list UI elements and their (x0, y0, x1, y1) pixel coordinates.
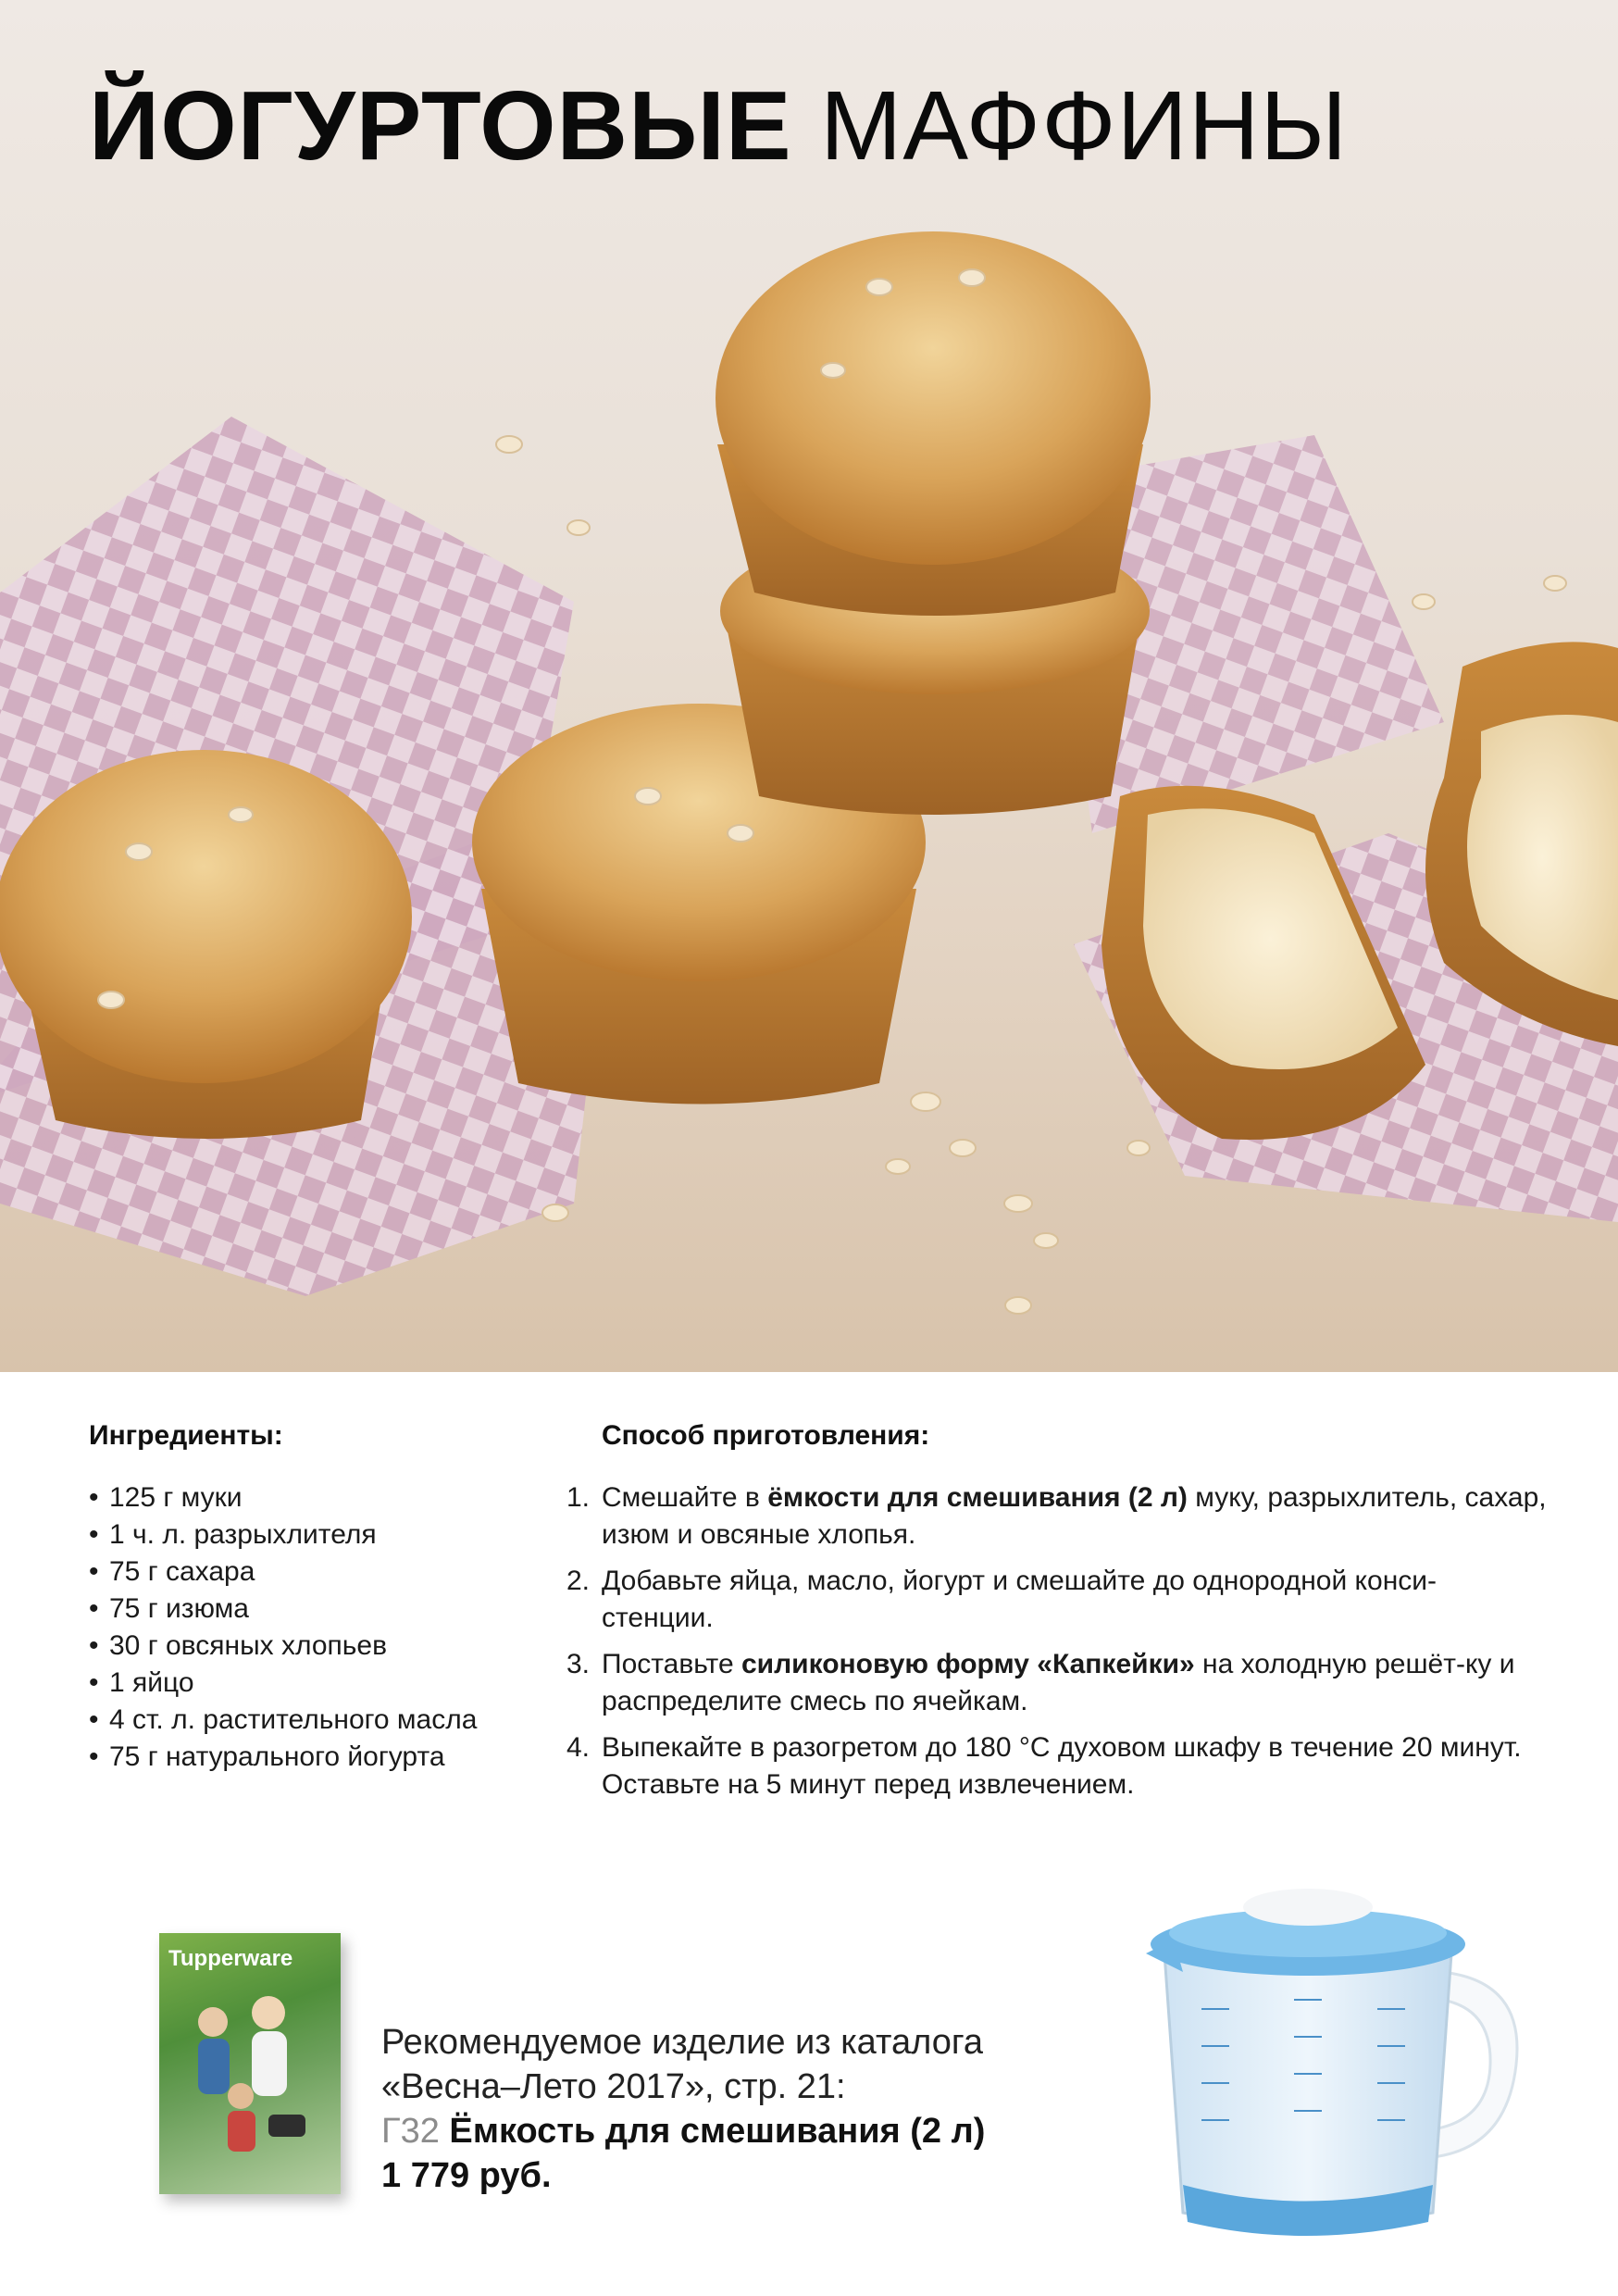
method-step (566, 1479, 1548, 1554)
step-text: Выпекайте в разогретом до 180 °C духовом шкафу в течение 20 минут. Оставьте на 5 минут перед извлечением. (602, 1732, 1522, 1800)
ingredient-item: • 125 г муки (89, 1479, 477, 1516)
method-step (566, 1646, 1548, 1720)
catalog-photo-icon (176, 1985, 324, 2170)
ingredient-item: • 75 г сахара (89, 1554, 477, 1591)
recommend-line-1: Рекомендуемое изделие из каталога (381, 2023, 983, 2062)
step-text: Смешайте в (602, 1482, 768, 1513)
recipe-title (89, 72, 1348, 181)
product-name: Ёмкость для смешивания (2 л) (449, 2112, 986, 2151)
method-step (566, 1563, 1548, 1637)
ingredients-list (89, 1479, 477, 1776)
step-number: 1. (566, 1482, 591, 1513)
step-number: 2. (566, 1566, 591, 1596)
title-bold: ЙОГУРТОВЫЕ (89, 71, 792, 181)
mixing-jug-image (1109, 1852, 1535, 2277)
step-number: 4. (566, 1732, 591, 1763)
catalog-cover (159, 1933, 341, 2194)
step-product-bold: силиконовую форму «Капкейки» (741, 1649, 1195, 1679)
method-steps (566, 1479, 1548, 1813)
step-text: на холодную решёт-ку и распределите смесь по ячейкам. (602, 1649, 1515, 1716)
step-number: 3. (566, 1649, 591, 1679)
product-code: Г32 (381, 2112, 440, 2151)
ingredient-item: • 30 г овсяных хлопьев (89, 1628, 477, 1665)
ingredient-item: • 1 яйцо (89, 1665, 477, 1702)
recommend-line-2: «Весна–Лето 2017», стр. 21: (381, 2067, 846, 2106)
ingredient-item: • 1 ч. л. разрыхлителя (89, 1516, 477, 1554)
ingredient-item: • 75 г изюма (89, 1591, 477, 1628)
catalog-brand: Tupperware (168, 1946, 293, 1971)
step-text: муку, разрыхлитель, сахар, изюм и овсяные хлопья. (602, 1482, 1547, 1550)
ingredient-item: • 75 г натурального йогурта (89, 1739, 477, 1776)
step-text: Добавьте яйца, масло, йогурт и смешайте до однородной конси-стенции. (602, 1566, 1438, 1633)
method-heading: Способ приготовления: (602, 1420, 930, 1451)
recommend-product-line (381, 2109, 985, 2153)
step-text: Поставьте (602, 1649, 741, 1679)
method-step (566, 1729, 1548, 1803)
title-light: МАФФИНЫ (820, 71, 1349, 181)
ingredient-item: • 4 ст. л. растительного масла (89, 1702, 477, 1739)
step-product-bold: ёмкости для смешивания (2 л) (767, 1482, 1188, 1513)
recommendation-block (381, 2020, 985, 2198)
product-price: 1 779 руб. (381, 2156, 552, 2195)
ingredients-heading: Ингредиенты: (89, 1420, 283, 1451)
